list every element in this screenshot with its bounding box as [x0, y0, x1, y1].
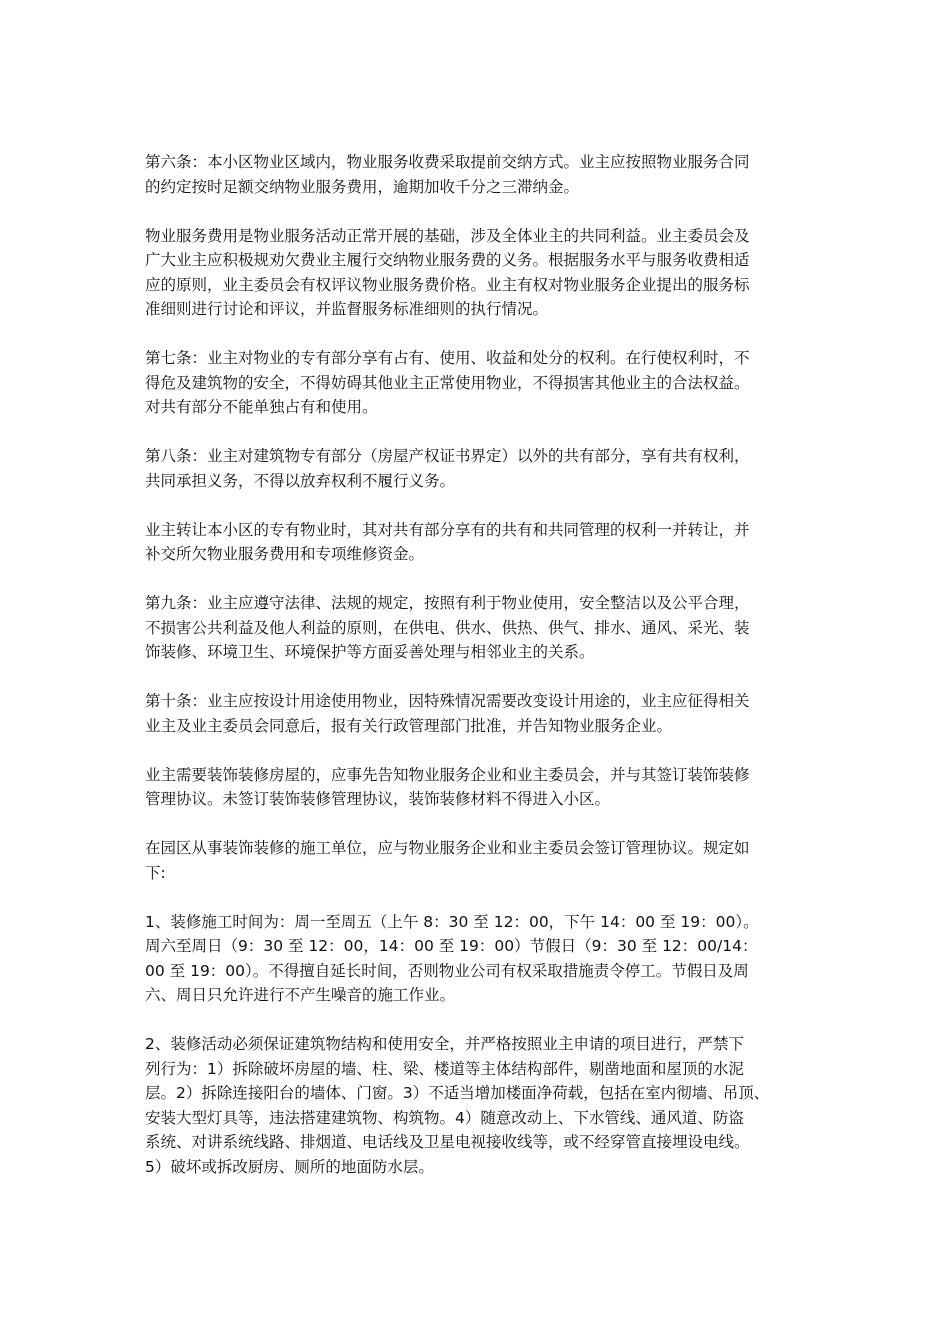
text-line: 2、装修活动必须保证建筑物结构和使用安全，并严格按照业主申请的项目进行，严禁下 — [145, 1035, 744, 1053]
paragraph-article-9 — [145, 591, 817, 665]
text-line: 物业服务费用是物业服务活动正常开展的基础，涉及全体业主的共同利益。业主委员会及 — [145, 226, 750, 245]
paragraph-rule-2-structure-safety — [145, 1032, 817, 1179]
text-line: 业主及业主委员会同意后，报有关行政管理部门批准，并告知物业服务企业。 — [145, 716, 673, 735]
paragraph-service-fee — [145, 224, 817, 322]
text-line: 第七条：业主对物业的专有部分享有占有、使用、收益和处分的权利。在行使权利时，不 — [145, 349, 750, 367]
document-page — [145, 150, 817, 1204]
paragraph-contractor-agreement — [145, 836, 817, 885]
text-line: 广大业主应积极规劝欠费业主履行交纳物业服务费的义务。根据服务水平与服务收费相适 — [145, 251, 750, 269]
paragraph-rule-1-working-hours — [145, 910, 817, 1008]
paragraph-renovation-notice — [145, 763, 817, 812]
text-line: 准细则进行讨论和评议，并监督服务标准细则的执行情况。 — [145, 300, 549, 318]
text-line: 下: — [145, 863, 166, 882]
text-line: 第六条：本小区物业区域内，物业服务收费采取提前交纳方式。业主应按照物业服务合同 — [145, 153, 750, 171]
text-line: 补交所欠物业服务费用和专项维修资金。 — [145, 545, 425, 563]
paragraph-article-8 — [145, 444, 817, 493]
text-line: 业主需要装饰装修房屋的，应事先告知物业服务企业和业主委员会，并与其签订装饰装修 — [145, 765, 750, 784]
text-line: 业主转让本小区的专有物业时，其对共有部分享有的共有和共同管理的权利一并转让，并 — [145, 520, 750, 539]
paragraph-article-6 — [145, 150, 817, 199]
text-line: 系统、对讲系统线路、排烟道、电话线及卫星电视接收线等，或不经穿管直接埋设电线。 — [145, 1133, 750, 1151]
text-line: 00 至 19：00）。不得擅自延长时间，否则物业公司有权采取措施责令停工。节假日及周 — [145, 961, 749, 980]
text-line: 层。2）拆除连接阳台的墙体、门窗。3）不适当增加楼面净荷载，包括在室内彻墙、吊顶、 — [145, 1084, 770, 1102]
paragraph-article-7 — [145, 346, 817, 420]
text-line: 应的原则，业主委员会有权评议物业服务费价格。业主有权对物业服务企业提出的服务标 — [145, 275, 750, 294]
text-line: 在园区从事装饰装修的施工单位，应与物业服务企业和业主委员会签订管理协议。规定如 — [145, 839, 750, 857]
text-line: 不损害公共利益及他人利益的原则，在供电、供水、供热、供气、排水、通风、采光、装 — [145, 618, 750, 637]
text-line: 对共有部分不能单独占有和使用。 — [145, 398, 378, 416]
text-line: 列行为：1）拆除破坏房屋的墙、柱、梁、楼道等主体结构部件，剔凿地面和屋顶的水泥 — [145, 1059, 744, 1078]
paragraph-transfer — [145, 518, 817, 567]
text-line: 得危及建筑物的安全，不得妨碍其他业主正常使用物业，不得损害其他业主的合法权益。 — [145, 373, 750, 392]
text-line: 六、周日只允许进行不产生噪音的施工作业。 — [145, 986, 456, 1004]
text-line: 第九条：业主应遵守法律、法规的规定，按照有利于物业使用，安全整洁以及公平合理， — [145, 594, 750, 612]
text-line: 饰装修、环境卫生、环境保护等方面妥善处理与相邻业主的关系。 — [145, 643, 595, 661]
text-line: 第八条：业主对建筑物专有部分（房屋产权证书界定）以外的共有部分，享有共有权利， — [145, 447, 750, 465]
text-line: 1、装修施工时间为：周一至周五（上午 8：30 至 12：00，下午 14：00 至 19：00）。 — [145, 912, 759, 931]
text-line: 的约定按时足额交纳物业服务费用，逾期加收千分之三滞纳金。 — [145, 177, 580, 196]
text-line: 安装大型灯具等，违法搭建建筑物、构筑物。4）随意改动上、下水管线、通风道、防盗 — [145, 1108, 744, 1127]
text-line: 周六至周日（9：30 至 12：00，14：00 至 19：00）节假日（9：30 至 12：00/14： — [145, 937, 758, 955]
paragraph-article-10 — [145, 689, 817, 738]
text-line: 管理协议。未签订装饰装修管理协议，装饰装修材料不得进入小区。 — [145, 790, 611, 808]
text-line: 第十条：业主应按设计用途使用物业，因特殊情况需要改变设计用途的，业主应征得相关 — [145, 692, 750, 710]
text-line: 5）破坏或拆改厨房、厕所的地面防水层。 — [145, 1157, 434, 1176]
text-line: 共同承担义务，不得以放弃权利不履行义务。 — [145, 471, 456, 490]
